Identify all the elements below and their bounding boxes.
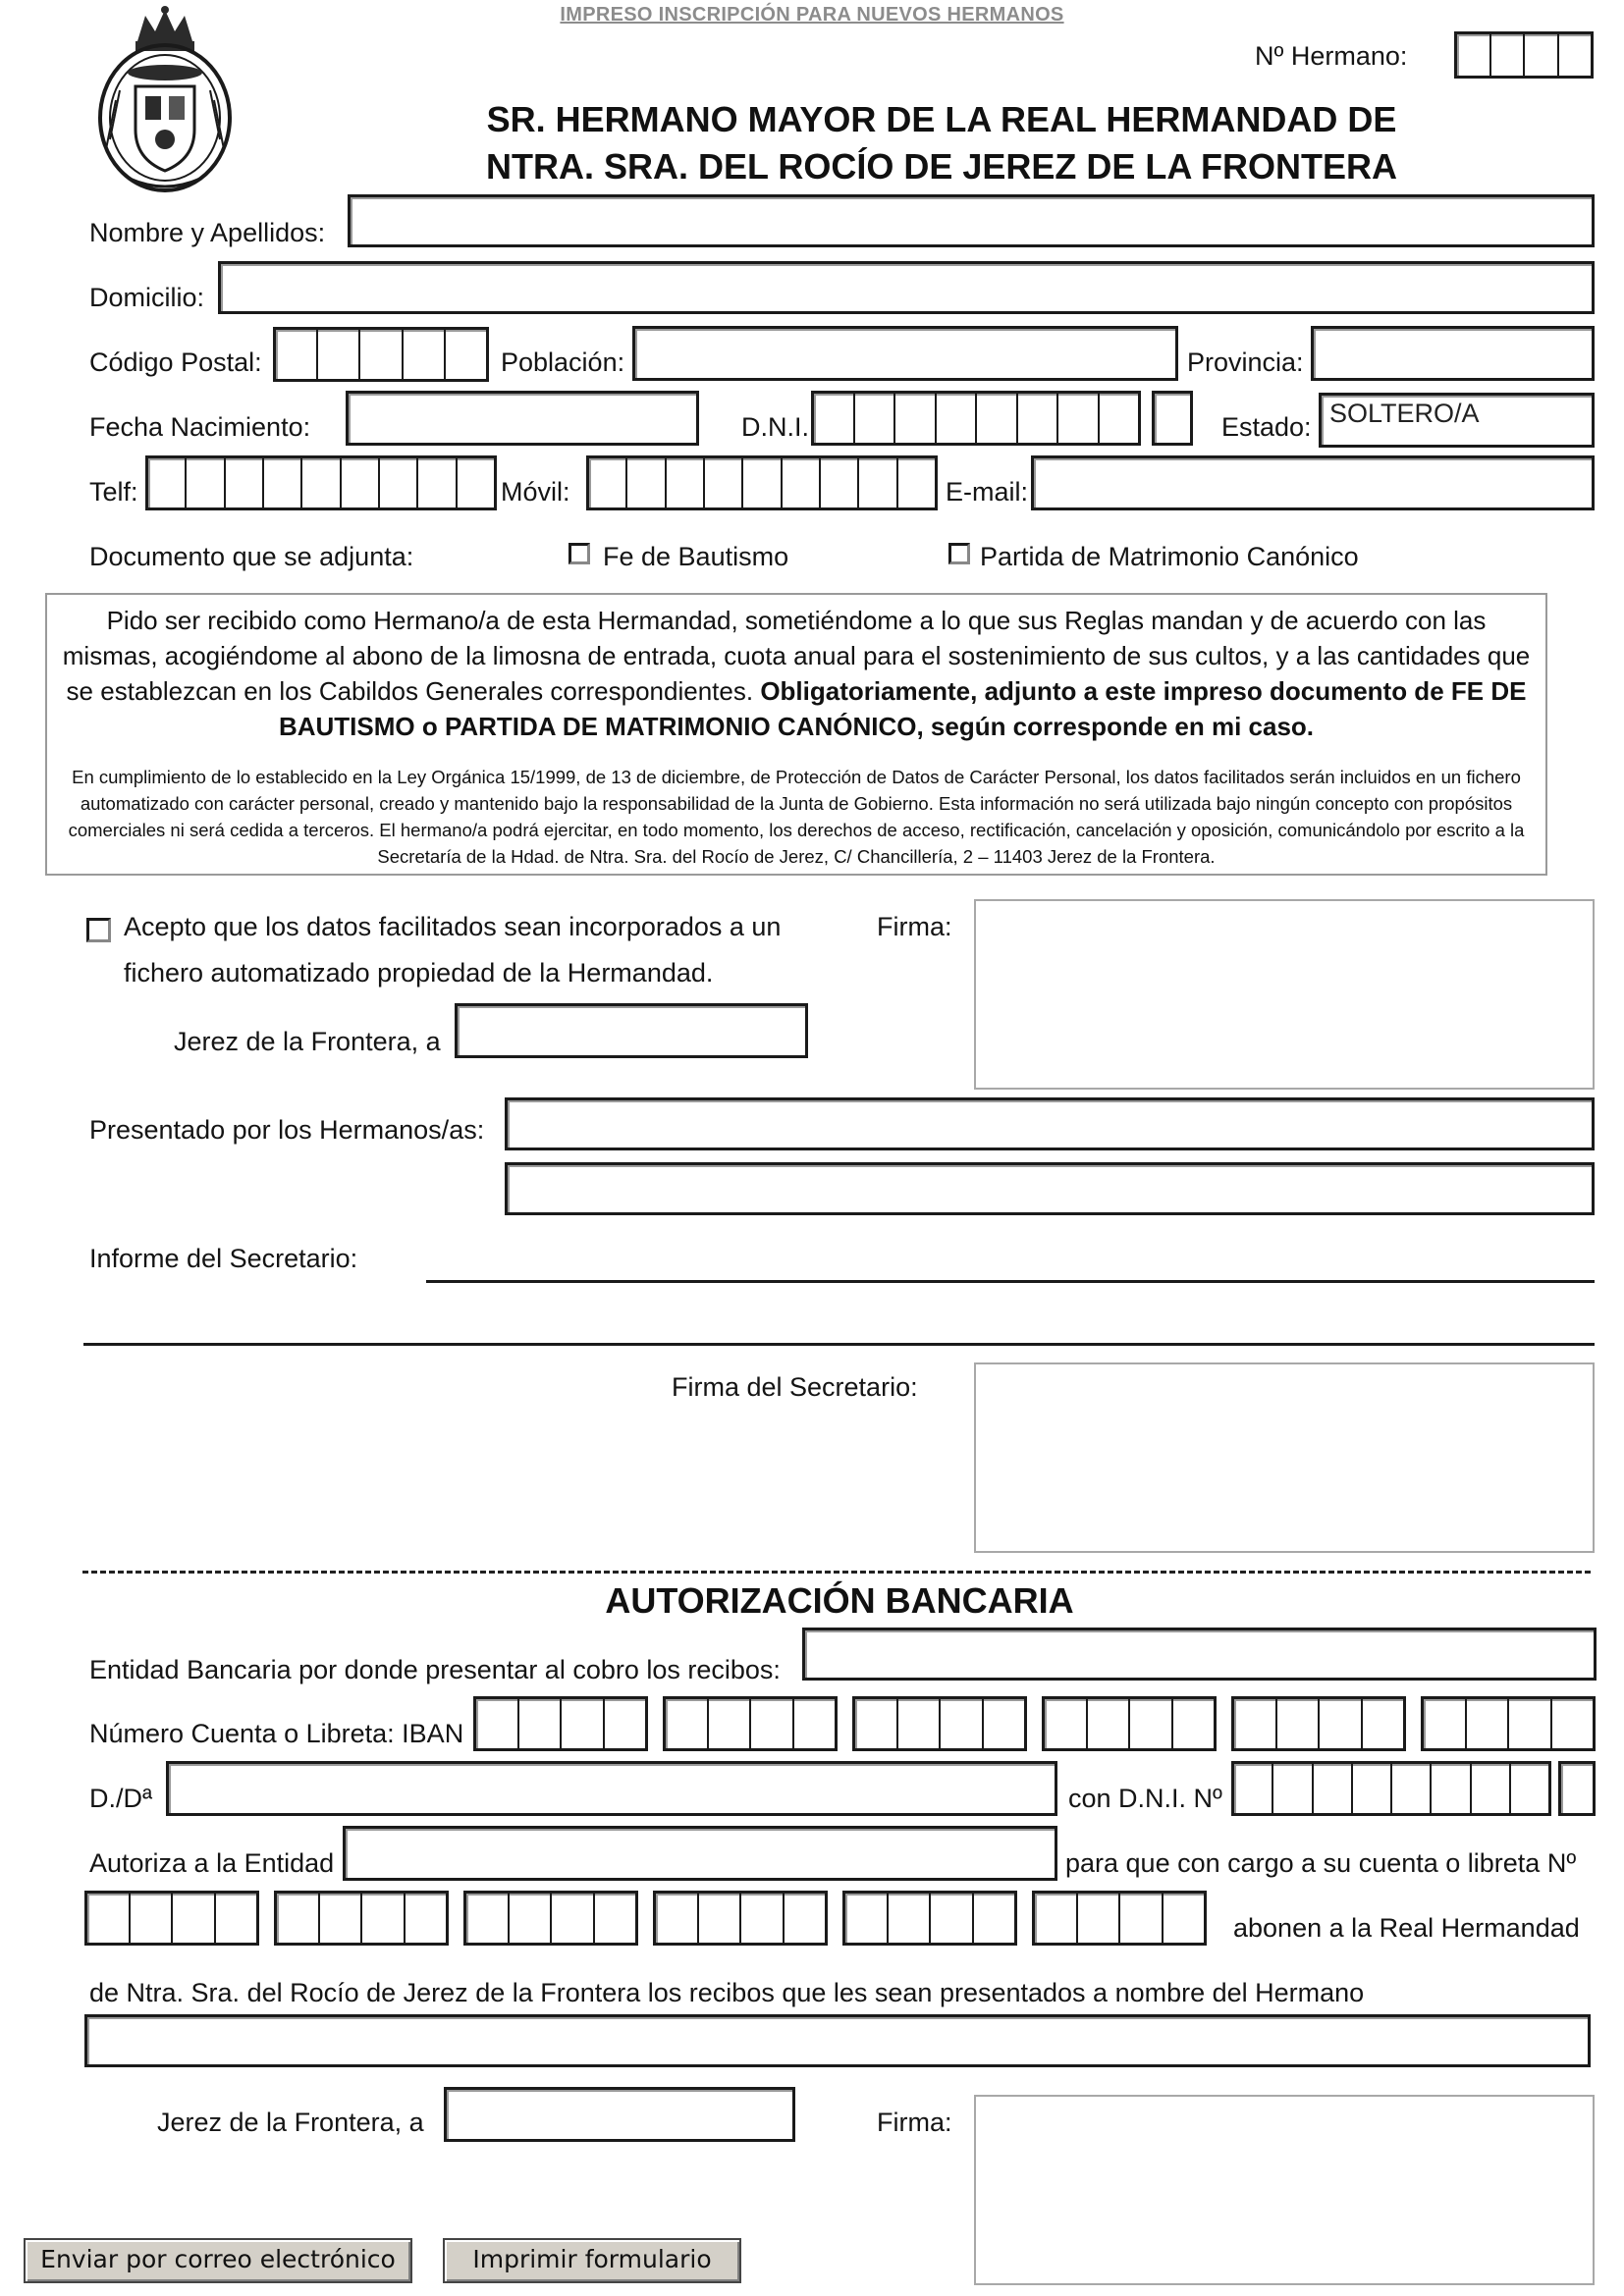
bank-date-field[interactable] <box>444 2087 795 2142</box>
page-title-line1: SR. HERMANO MAYOR DE LA REAL HERMANDAD DE <box>486 99 1397 139</box>
name-field[interactable] <box>348 194 1595 247</box>
account-group-3[interactable] <box>463 1891 638 1946</box>
account-group-6[interactable] <box>1032 1891 1207 1946</box>
postal-code-label: Código Postal: <box>89 347 262 377</box>
account-group-2[interactable] <box>274 1891 449 1946</box>
secretary-report-line-2[interactable] <box>83 1343 1595 1346</box>
presented-by-field-2[interactable] <box>505 1162 1595 1215</box>
mobile-label: Móvil: <box>501 477 570 507</box>
account-group-5[interactable] <box>842 1891 1017 1946</box>
attached-document-label: Documento que se adjunta: <box>89 542 414 571</box>
marriage-checkbox[interactable] <box>948 543 970 564</box>
address-label: Domicilio: <box>89 283 205 312</box>
secretary-report-label: Informe del Secretario: <box>89 1244 358 1273</box>
secretary-signature-field[interactable] <box>974 1362 1595 1553</box>
pay-text: abonen a la Real Hermandad <box>1233 1913 1580 1943</box>
form-title: IMPRESO INSCRIPCIÓN PARA NUEVOS HERMANOS <box>560 4 1064 26</box>
charge-text: para que con cargo a su cuenta o libreta Nº <box>1065 1848 1577 1878</box>
member-number-field[interactable] <box>1454 31 1594 79</box>
town-field[interactable] <box>632 326 1178 381</box>
address-field[interactable] <box>218 261 1595 314</box>
status-label: Estado: <box>1221 412 1312 442</box>
baptism-checkbox[interactable] <box>568 543 590 564</box>
province-field[interactable] <box>1311 326 1595 381</box>
page-title-line2: NTRA. SRA. DEL ROCÍO DE JEREZ DE LA FRONTERA <box>485 146 1398 187</box>
bank-place-date-label: Jerez de la Frontera, a <box>157 2108 424 2137</box>
consent-text-line2: fichero automatizado propiedad de la Hermandad. <box>124 958 714 988</box>
presented-by-field-1[interactable] <box>505 1097 1595 1150</box>
dni-label: D.N.I. <box>741 412 810 442</box>
declaration-text: Pido ser recibido como Hermano/a de esta Hermandad, sometiéndome a lo que sus Reglas mandan y de acuerdo con las mismas, acogiéndome al abono de la limosna de entrada, cuota anual para el sostenimiento de sus cultos, y a las cantidades que se establezcan en los Cabildos Generales correspondientes. <box>62 606 1531 706</box>
holder-dni-label: con D.N.I. Nº <box>1068 1784 1222 1813</box>
mobile-field[interactable] <box>586 455 938 510</box>
province-label: Provincia: <box>1187 347 1304 377</box>
status-value: SOLTERO/A <box>1329 399 1480 428</box>
member-number-label: Nº Hermano: <box>1255 41 1408 71</box>
dni-number-field[interactable] <box>811 391 1141 446</box>
birth-date-label: Fecha Nacimiento: <box>89 412 311 442</box>
brotherhood-crest-icon <box>90 2 240 198</box>
iban-group-6[interactable] <box>1421 1696 1596 1751</box>
account-label: Número Cuenta o Libreta: IBAN <box>89 1719 464 1748</box>
place-date-label: Jerez de la Frontera, a <box>174 1027 441 1056</box>
postal-code-field[interactable] <box>273 327 489 382</box>
account-group-4[interactable] <box>653 1891 828 1946</box>
signature-label: Firma: <box>877 912 952 941</box>
declaration-box <box>45 593 1547 876</box>
holder-dni-field[interactable] <box>1231 1761 1551 1816</box>
iban-group-5[interactable] <box>1231 1696 1406 1751</box>
bank-entity-label: Entidad Bancaria por donde presentar al cobro los recibos: <box>89 1655 781 1684</box>
secretary-signature-label: Firma del Secretario: <box>672 1372 918 1402</box>
baptism-option-label: Fe de Bautismo <box>603 542 789 571</box>
iban-group-1[interactable] <box>473 1696 648 1751</box>
receipts-text: de Ntra. Sra. del Rocío de Jerez de la Frontera los recibos que les sean presentados a nombre del Hermano <box>89 1978 1365 2007</box>
account-group-1[interactable] <box>84 1891 259 1946</box>
authorized-entity-field[interactable] <box>343 1826 1057 1881</box>
status-select[interactable] <box>1319 393 1595 448</box>
legal-notice: En cumplimiento de lo establecido en la Ley Orgánica 15/1999, de 13 de diciembre, de Protección de Datos de Carácter Personal, los datos facilitados serán incluidos en un fichero automatizado con carácter personal, creado y mantenido bajo la responsabilidad de la Junta de Gobierno. Esta información no será utilizada bajo ningún concepto con propósitos comerciales ni será cedida a terceros. El hermano/a podrá ejercitar, en todo momento, los derechos de acceso, rectificación, cancelación y oposición, comunicándolo por escrito a la Secretaría de la Hdad. de Ntra. Sra. del Rocío de Jerez, C/ Chancillería, 2 – 11403 Jerez de la Frontera. <box>68 767 1525 867</box>
holder-dni-letter-field[interactable] <box>1558 1761 1596 1816</box>
bank-signature-field[interactable] <box>974 2095 1595 2285</box>
send-email-button[interactable]: Enviar por correo electrónico <box>24 2238 412 2283</box>
secretary-report-line-1[interactable] <box>426 1280 1595 1283</box>
holder-label: D./Dª <box>89 1784 152 1813</box>
member-name-field[interactable] <box>84 2014 1591 2067</box>
bank-signature-label: Firma: <box>877 2108 952 2137</box>
declaration-paragraph <box>61 603 1532 744</box>
phone-field[interactable] <box>145 455 497 510</box>
presented-by-label: Presentado por los Hermanos/as: <box>89 1115 485 1145</box>
date-field[interactable] <box>455 1003 808 1058</box>
iban-group-2[interactable] <box>663 1696 838 1751</box>
declaration-bold-text: Obligatoriamente, adjunto a este impreso documento de FE DE BAUTISMO o PARTIDA DE MATRIMONIO CANÓNICO, según corresponde en mi caso. <box>278 676 1527 741</box>
holder-field[interactable] <box>166 1761 1057 1816</box>
cut-line <box>82 1571 1591 1574</box>
consent-checkbox[interactable] <box>86 918 111 942</box>
consent-text-line1: Acepto que los datos facilitados sean incorporados a un <box>124 912 782 941</box>
email-label: E-mail: <box>946 477 1029 507</box>
print-form-button[interactable]: Imprimir formulario <box>443 2238 741 2283</box>
town-label: Población: <box>501 347 625 377</box>
marriage-option-label: Partida de Matrimonio Canónico <box>980 542 1359 571</box>
dni-letter-field[interactable] <box>1152 391 1193 446</box>
iban-group-4[interactable] <box>1042 1696 1217 1751</box>
name-label: Nombre y Apellidos: <box>89 218 326 247</box>
birth-date-field[interactable] <box>346 391 699 446</box>
authorize-label: Autoriza a la Entidad <box>89 1848 335 1878</box>
bank-entity-field[interactable] <box>802 1628 1597 1681</box>
bank-section-title: AUTORIZACIÓN BANCARIA <box>605 1580 1074 1621</box>
signature-field[interactable] <box>974 899 1595 1090</box>
phone-label: Telf: <box>89 477 138 507</box>
email-field[interactable] <box>1031 455 1595 510</box>
iban-group-3[interactable] <box>852 1696 1027 1751</box>
